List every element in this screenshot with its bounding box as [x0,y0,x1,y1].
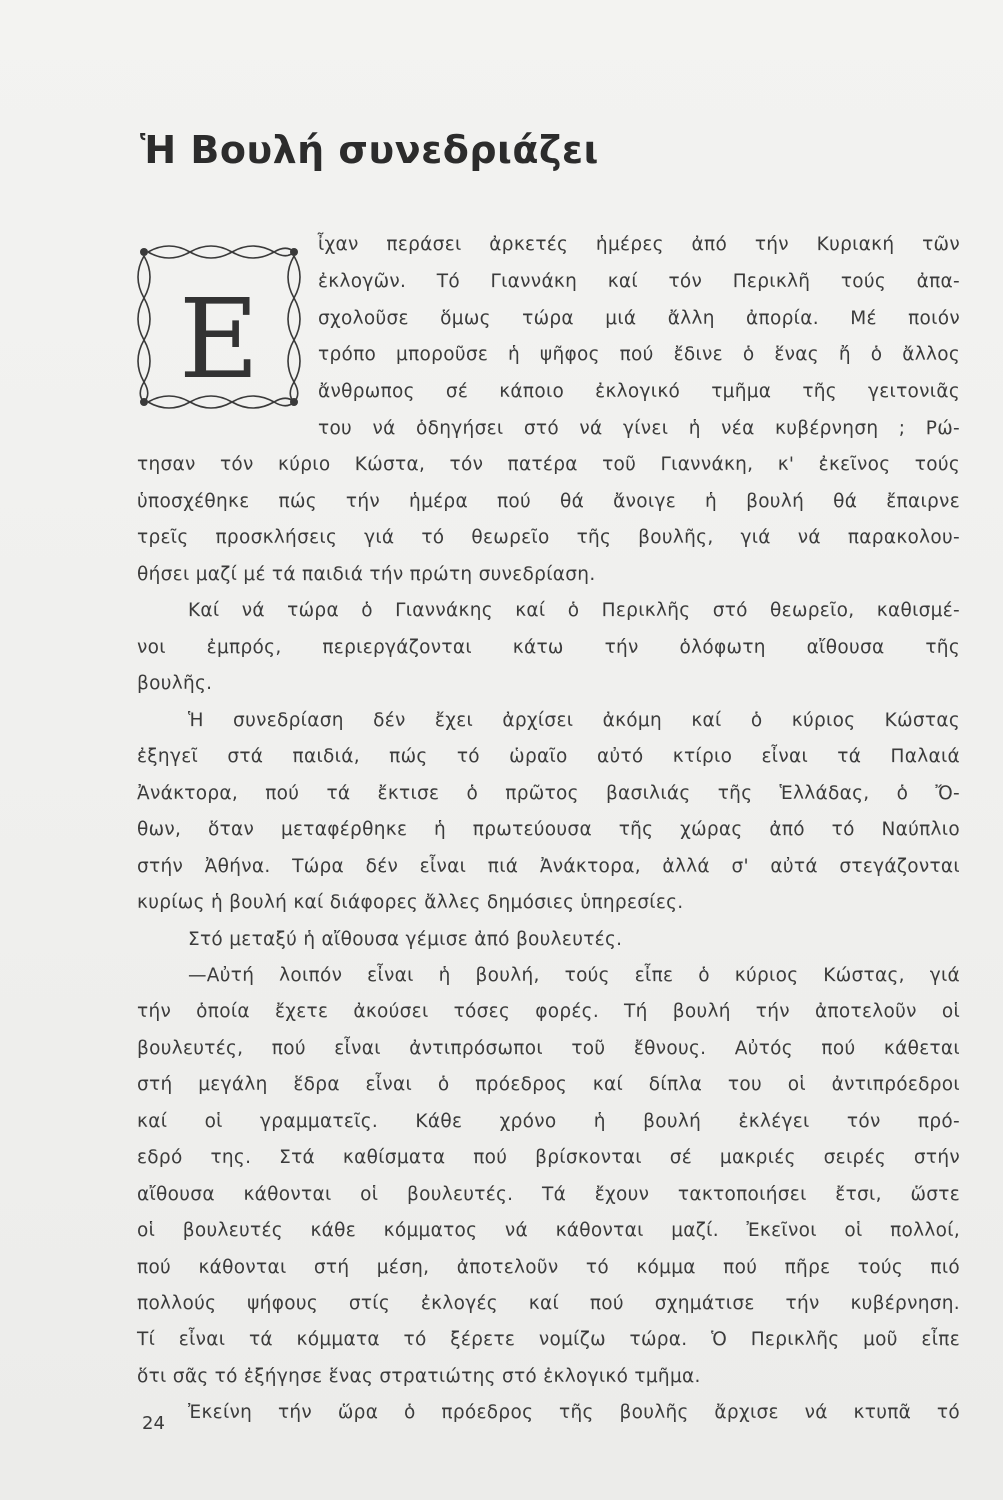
text-line: τρεῖς προσκλήσεις γιά τό θεωρεῖο τῆς βουλῆς, γιά νά παρακολου- [137,527,960,548]
text-line: εδρό της. Στά καθίσματα πού βρίσκονται σέ μακριές σειρές στήν [137,1147,960,1168]
text-line: κυρίως ἡ βουλή καί διάφορες ἄλλες δημόσιες ὑπηρεσίες. [137,892,684,913]
text-line: σχολοῦσε ὅμως τώρα μιά ἄλλη ἀπορία. Μέ ποιόν [318,308,960,329]
text-line: ἄνθρωπος σέ κάποιο ἐκλογικό τμῆμα τῆς γειτονιᾶς [318,381,960,402]
text-line: στήν Ἀθήνα. Τώρα δέν εἶναι πιά Ἀνάκτορα, ἀλλά σ' αὐτά στεγάζονται [137,856,960,877]
text-line: θων, ὅταν μεταφέρθηκε ἡ πρωτεύουσα τῆς χώρας ἀπό τό Ναύπλιο [137,819,960,840]
text-line: βουλευτές, πού εἶναι ἀντιπρόσωποι τοῦ ἔθνους. Αὐτός πού κάθεται [137,1038,960,1059]
text-line: Τί εἶναι τά κόμματα τό ξέρετε νομίζω τώρα. Ὁ Περικλῆς μοῦ εἶπε [137,1329,960,1350]
dropcap-frame-icon [134,242,304,412]
text-line: καί οἱ γραμματεῖς. Κάθε χρόνο ἡ βουλή ἐκλέγει τόν πρό- [137,1111,960,1132]
dropcap-letter: Ε [178,275,260,403]
text-line: ἶχαν περάσει ἀρκετές ἡμέρες ἀπό τήν Κυριακή τῶν [318,234,960,255]
text-line: Ἐκείνη τήν ὥρα ὁ πρόεδρος τῆς βουλῆς ἄρχισε νά κτυπᾶ τό [188,1402,960,1423]
text-line: οἱ βουλευτές κάθε κόμματος νά κάθονται μαζί. Ἐκεῖνοι οἱ πολλοί, [137,1220,960,1241]
text-line: Στό μεταξύ ἡ αἴθουσα γέμισε ἀπό βουλευτές. [188,929,623,950]
text-line: ἐκλογῶν. Τό Γιαννάκη καί τόν Περικλῆ τούς ἀπα- [318,271,960,292]
text-line: θήσει μαζί μέ τά παιδιά τήν πρώτη συνεδρίαση. [137,564,596,585]
text-line: ἐξηγεῖ στά παιδιά, πώς τό ὡραῖο αὐτό κτίριο εἶναι τά Παλαιά [137,746,960,767]
text-line: βουλῆς. [137,673,213,694]
text-line: —Αὐτή λοιπόν εἶναι ἡ βουλή, τούς εἶπε ὁ κύριος Κώστας, γιά [188,965,960,986]
text-line: ὑποσχέθηκε πώς τήν ἡμέρα πού θά ἄνοιγε ἡ βουλή θά ἔπαιρνε [137,491,960,512]
text-line: Ἀνάκτορα, πού τά ἔκτισε ὁ πρῶτος βασιλιάς τῆς Ἑλλάδας, ὁ Ὄ- [137,783,960,804]
text-line: αἴθουσα κάθονται οἱ βουλευτές. Τά ἔχουν τακτοποιήσει ἔτσι, ὥστε [137,1184,960,1205]
text-line: νοι ἐμπρός, περιεργάζονται κάτω τήν ὁλόφωτη αἴθουσα τῆς [137,637,960,658]
page-number: 24 [142,1413,165,1434]
text-line: στή μεγάλη ἕδρα εἶναι ὁ πρόεδρος καί δίπλα του οἱ ἀντιπρόεδροι [137,1074,960,1095]
chapter-title: Ἡ Βουλή συνεδριάζει [140,128,599,172]
text-line: πολλούς ψήφους στίς ἐκλογές καί πού σχημάτισε τήν κυβέρνηση. [137,1293,960,1314]
text-line: Καί νά τώρα ὁ Γιαννάκης καί ὁ Περικλῆς στό θεωρεῖο, καθισμέ- [188,600,960,621]
text-line: Ἡ συνεδρίαση δέν ἔχει ἀρχίσει ἀκόμη καί ὁ κύριος Κώστας [188,710,960,731]
text-line: τρόπο μποροῦσε ἡ ψῆφος πού ἔδινε ὁ ἕνας ἤ ὁ ἄλλος [318,344,960,365]
text-line: ὅτι σᾶς τό ἐξήγησε ἕνας στρατιώτης στό ἐκλογικό τμῆμα. [137,1366,701,1387]
text-line: τήν ὁποία ἔχετε ἀκούσει τόσες φορές. Τή βουλή τήν ἀποτελοῦν οἱ [137,1001,960,1022]
text-line: τησαν τόν κύριο Κώστα, τόν πατέρα τοῦ Γιαννάκη, κ' ἐκεῖνος τούς [137,454,960,475]
text-line: πού κάθονται στή μέση, ἀποτελοῦν τό κόμμα πού πῆρε τούς πιό [137,1257,960,1278]
ornamental-dropcap [134,242,304,412]
text-line: του νά ὁδηγήσει στό νά γίνει ἡ νέα κυβέρνηση ; Ρώ- [318,418,960,439]
